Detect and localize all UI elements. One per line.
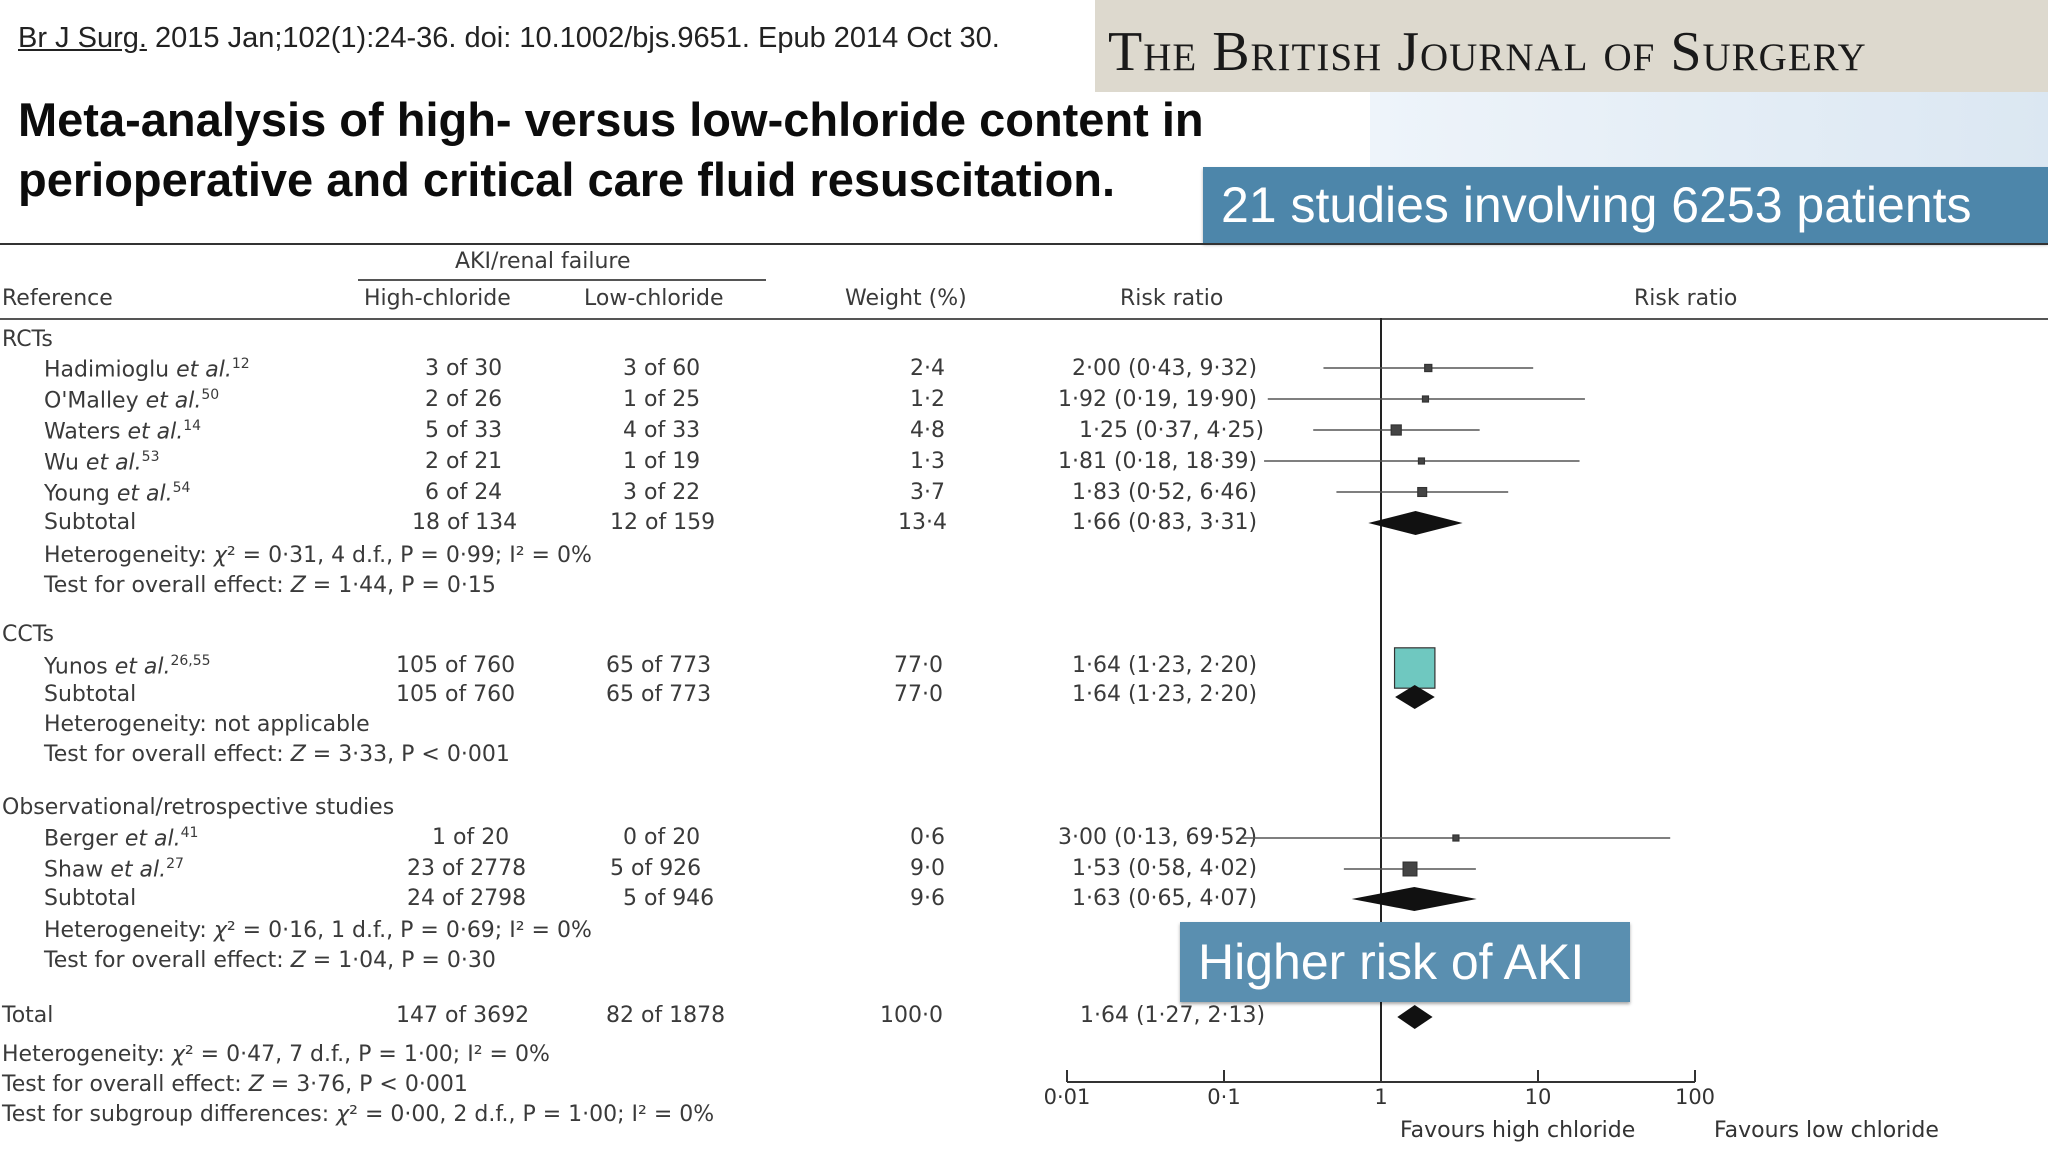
weight-value: 4·8 — [910, 418, 945, 443]
forest-axes — [1044, 318, 1939, 1143]
high-events: 5 of 33 — [425, 418, 503, 443]
high-events: 2 of 21 — [425, 449, 503, 474]
low-events: 5 of 946 — [623, 886, 715, 911]
heterogeneity-line: Heterogeneity: χ² = 0·31, 4 d.f., P = 0·99; I² = 0% — [44, 543, 592, 568]
x-tick-label: 100 — [1674, 1085, 1716, 1109]
high-events: 23 of 2778 — [407, 856, 527, 881]
low-events: 12 of 159 — [610, 510, 716, 535]
favours-low-chloride-label: Favours low chloride — [1714, 1118, 1939, 1143]
low-events: 65 of 773 — [606, 653, 712, 678]
rr-value: 1·66 (0·83, 3·31) — [1072, 510, 1258, 535]
point-estimate — [1425, 364, 1432, 371]
col-risk-ratio: Risk ratio — [1120, 286, 1224, 311]
low-events: 65 of 773 — [606, 682, 712, 707]
total-label: Total — [2, 1003, 54, 1028]
group-label: CCTs — [2, 622, 54, 647]
x-tick-label: 0·1 — [1207, 1085, 1241, 1109]
high-events: 6 of 24 — [425, 480, 503, 505]
heterogeneity-line: Heterogeneity: χ² = 0·16, 1 d.f., P = 0·69; I² = 0% — [44, 918, 592, 943]
subtotal-diamond — [1368, 511, 1462, 535]
overall-effect-line: Test for overall effect: Z = 1·04, P = 0·30 — [44, 948, 496, 973]
journal-title: The British Journal of Surgery — [1108, 21, 1867, 83]
rr-value: 1·63 (0·65, 4·07) — [1072, 886, 1258, 911]
heterogeneity-line: Heterogeneity: χ² = 0·47, 7 d.f., P = 1·00; I² = 0% — [2, 1042, 550, 1067]
rr-value: 1·53 (0·58, 4·02) — [1072, 856, 1258, 881]
aki-callout: Higher risk of AKI — [1180, 922, 1630, 1002]
high-events: 24 of 2798 — [407, 886, 527, 911]
low-events: 3 of 60 — [623, 356, 701, 381]
low-events: 82 of 1878 — [606, 1003, 726, 1028]
weight-value: 77·0 — [894, 682, 943, 707]
low-events: 0 of 20 — [623, 825, 701, 850]
point-estimate — [1418, 488, 1427, 497]
rr-value: 1·64 (1·23, 2·20) — [1072, 653, 1258, 678]
low-events: 5 of 926 — [610, 856, 702, 881]
subtotal-label: Subtotal — [44, 510, 137, 535]
subgroup-differences-line: Test for subgroup differences: χ² = 0·00, 2 d.f., P = 1·00; I² = 0% — [2, 1102, 715, 1127]
slide-title-line-2: perioperative and critical care fluid resuscitation. — [18, 153, 1116, 206]
high-events: 1 of 20 — [432, 825, 510, 850]
rr-value: 1·64 (1·23, 2·20) — [1072, 682, 1258, 707]
col-high-chloride: High-chloride — [364, 286, 511, 311]
total-diamond — [1397, 1005, 1432, 1029]
study-name: Waters et al.$^{14}$ — [44, 418, 202, 445]
group-header: AKI/renal failure — [455, 249, 631, 274]
low-events: 1 of 25 — [623, 387, 701, 412]
rr-value: 1·92 (0·19, 19·90) — [1058, 387, 1258, 412]
weight-value: 13·4 — [898, 510, 947, 535]
high-events: 18 of 134 — [412, 510, 518, 535]
low-events: 4 of 33 — [623, 418, 701, 443]
study-name: Hadimioglu et al.$^{12}$ — [44, 356, 250, 383]
rr-value: 3·00 (0·13, 69·52) — [1058, 825, 1258, 850]
weight-value: 9·0 — [910, 856, 945, 881]
slide-title-line-1: Meta-analysis of high- versus low-chloride content in — [18, 93, 1204, 146]
study-name: Wu et al.$^{53}$ — [44, 449, 160, 476]
low-events: 3 of 22 — [623, 480, 701, 505]
overall-effect-line: Test for overall effect: Z = 3·33, P < 0·001 — [44, 742, 510, 767]
study-name: Berger et al.$^{41}$ — [44, 825, 199, 852]
rr-value: 2·00 (0·43, 9·32) — [1072, 356, 1258, 381]
point-estimate — [1391, 425, 1401, 435]
subtotal-diamond — [1352, 887, 1477, 911]
weight-value: 1·3 — [910, 449, 945, 474]
overall-effect-line: Test for overall effect: Z = 3·76, P < 0·001 — [2, 1072, 468, 1097]
overall-effect-line: Test for overall effect: Z = 1·44, P = 0·15 — [44, 573, 496, 598]
point-estimate — [1418, 458, 1424, 464]
high-events: 105 of 760 — [396, 653, 516, 678]
x-tick-label: 0·01 — [1043, 1085, 1091, 1109]
studies-callout: 21 studies involving 6253 patients — [1203, 167, 2048, 243]
rr-value: 1·81 (0·18, 18·39) — [1058, 449, 1258, 474]
low-events: 1 of 19 — [623, 449, 701, 474]
weight-value: 77·0 — [894, 653, 943, 678]
point-estimate — [1453, 835, 1459, 841]
col-reference: Reference — [2, 286, 113, 311]
high-events: 105 of 760 — [396, 682, 516, 707]
journal-link[interactable]: Br J Surg. — [18, 22, 147, 54]
rr-value: 1·64 (1·27, 2·13) — [1080, 1003, 1266, 1028]
high-events: 2 of 26 — [425, 387, 503, 412]
col-low-chloride: Low-chloride — [584, 286, 724, 311]
x-tick-label: 10 — [1524, 1085, 1552, 1109]
high-events: 147 of 3692 — [396, 1003, 530, 1028]
point-estimate — [1395, 648, 1435, 688]
weight-value: 100·0 — [880, 1003, 943, 1028]
weight-value: 9·6 — [910, 886, 945, 911]
col-plot-risk-ratio: Risk ratio — [1634, 286, 1738, 311]
study-name: Shaw et al.$^{27}$ — [44, 856, 184, 883]
group-label: RCTs — [2, 327, 53, 352]
high-events: 3 of 30 — [425, 356, 503, 381]
point-estimate — [1403, 862, 1417, 876]
group-label: Observational/retrospective studies — [2, 795, 395, 820]
weight-value: 2·4 — [910, 356, 945, 381]
col-weight: Weight (%) — [845, 286, 967, 311]
point-estimate — [1422, 396, 1428, 402]
subtotal-label: Subtotal — [44, 682, 137, 707]
weight-value: 0·6 — [910, 825, 945, 850]
subtotal-label: Subtotal — [44, 886, 137, 911]
study-name: Young et al.$^{54}$ — [44, 480, 191, 507]
rr-value: 1·25 (0·37, 4·25) — [1079, 418, 1265, 443]
weight-value: 1·2 — [910, 387, 945, 412]
weight-value: 3·7 — [910, 480, 945, 505]
study-name: O'Malley et al.$^{50}$ — [44, 387, 220, 414]
rr-value: 1·83 (0·52, 6·46) — [1072, 480, 1258, 505]
citation-details: 2015 Jan;102(1):24-36. doi: 10.1002/bjs.9651. Epub 2014 Oct 30. — [146, 22, 1000, 54]
study-name: Yunos et al.$^{26,55}$ — [44, 653, 211, 680]
favours-high-chloride-label: Favours high chloride — [1400, 1118, 1636, 1143]
x-tick-label: 1 — [1374, 1085, 1388, 1109]
heterogeneity-line: Heterogeneity: not applicable — [44, 712, 370, 737]
